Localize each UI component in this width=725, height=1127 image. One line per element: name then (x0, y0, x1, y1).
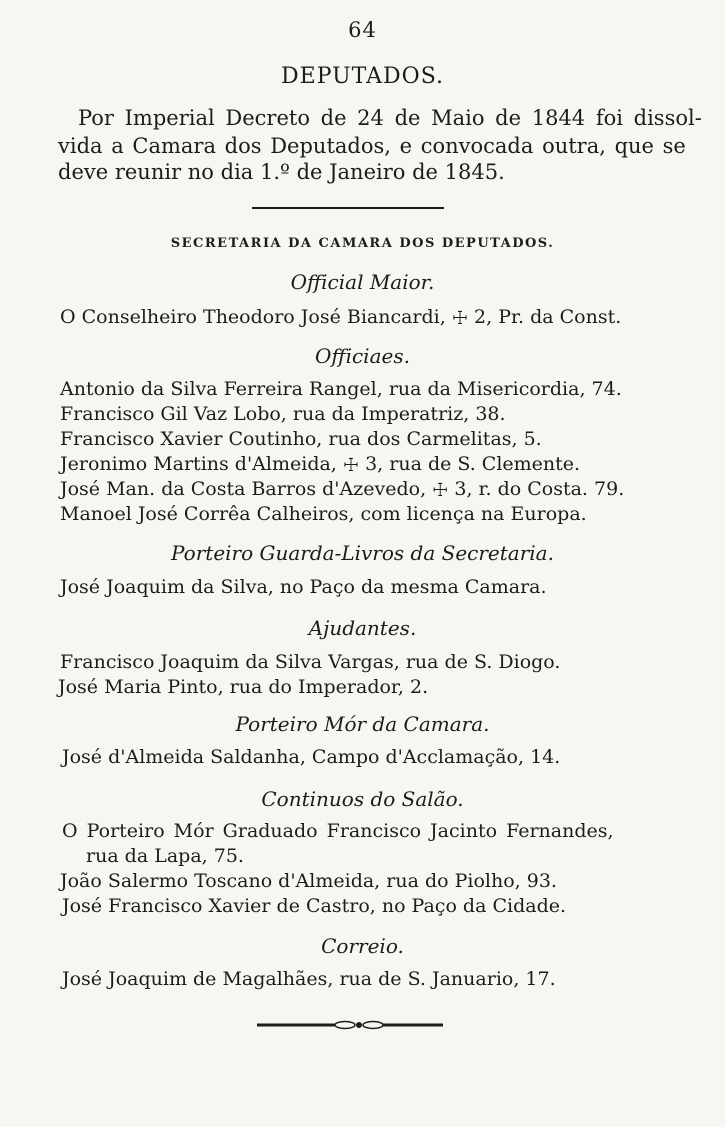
entry-text: Jeronimo Martins d'Almeida, (60, 453, 337, 475)
heading-correio: Correio. (321, 934, 404, 958)
entry-text: 3, r. do Costa. 79. (454, 478, 625, 500)
heading-officiaes: Officiaes. (315, 344, 410, 368)
heading-official-maior: Official Maior. (290, 270, 435, 294)
entry-officiaes-5 (60, 478, 624, 500)
entry-officiaes-3: Francisco Xavier Coutinho, rua dos Carmelitas, 5. (60, 428, 542, 450)
entry-continuos-1a: O Porteiro Mór Graduado Francisco Jacinto Fernandes, (62, 820, 614, 842)
entry-porteiro-mor: José d'Almeida Saldanha, Campo d'Acclamação, 14. (62, 746, 561, 768)
entry-official-maior (60, 306, 621, 328)
cross-icon: ☩ (342, 455, 360, 476)
cross-icon: ☩ (432, 480, 449, 501)
entry-porteiro-guarda: José Joaquim da Silva, no Paço da mesma Camara. (60, 576, 547, 598)
intro-line-1: Por Imperial Decreto de 24 de Maio de 1844 foi dissol- (78, 106, 702, 130)
entry-ajudantes-1: Francisco Joaquim da Silva Vargas, rua de S. Diogo. (60, 651, 561, 673)
entry-officiaes-4 (60, 453, 580, 475)
heading-ajudantes: Ajudantes. (308, 616, 417, 640)
entry-text: 3, rua de S. Clemente. (365, 453, 581, 475)
entry-text: O Conselheiro Theodoro José Biancardi, (60, 306, 446, 328)
ornamental-rule-icon (255, 1016, 445, 1034)
cross-icon: ☩ (451, 308, 468, 329)
heading-continuos: Continuos do Salão. (261, 787, 464, 811)
heading-porteiro-guarda: Porteiro Guarda-Livros da Secretaria. (171, 541, 554, 565)
entry-officiaes-6: Manoel José Corrêa Calheiros, com licença na Europa. (60, 503, 587, 525)
entry-text: José Man. da Costa Barros d'Azevedo, (60, 478, 427, 500)
intro-line-3: deve reunir no dia 1.º de Janeiro de 1845. (58, 160, 505, 184)
heading-porteiro-mor: Porteiro Mór da Camara. (235, 712, 490, 736)
entry-continuos-3: José Francisco Xavier de Castro, no Paço da Cidade. (62, 895, 567, 917)
entry-text: 2, Pr. da Const. (474, 306, 622, 328)
entry-continuos-1b: rua da Lapa, 75. (86, 845, 244, 867)
entry-continuos-2: João Salermo Toscano d'Almeida, rua do Piolho, 93. (60, 870, 557, 892)
page-number: 64 (348, 18, 377, 42)
entry-ajudantes-2: José Maria Pinto, rua do Imperador, 2. (58, 676, 429, 698)
page-title: DEPUTADOS. (281, 64, 444, 89)
entry-officiaes-1: Antonio da Silva Ferreira Rangel, rua da Misericordia, 74. (60, 378, 622, 400)
entry-officiaes-2: Francisco Gil Vaz Lobo, rua da Imperatriz, 38. (60, 403, 506, 425)
section-title: SECRETARIA DA CAMARA DOS DEPUTADOS. (170, 236, 555, 251)
separator-rule (252, 207, 444, 209)
intro-line-2: vida a Camara dos Deputados, e convocada outra, que se (58, 134, 686, 158)
entry-correio: José Joaquim de Magalhães, rua de S. Januario, 17. (62, 968, 556, 990)
